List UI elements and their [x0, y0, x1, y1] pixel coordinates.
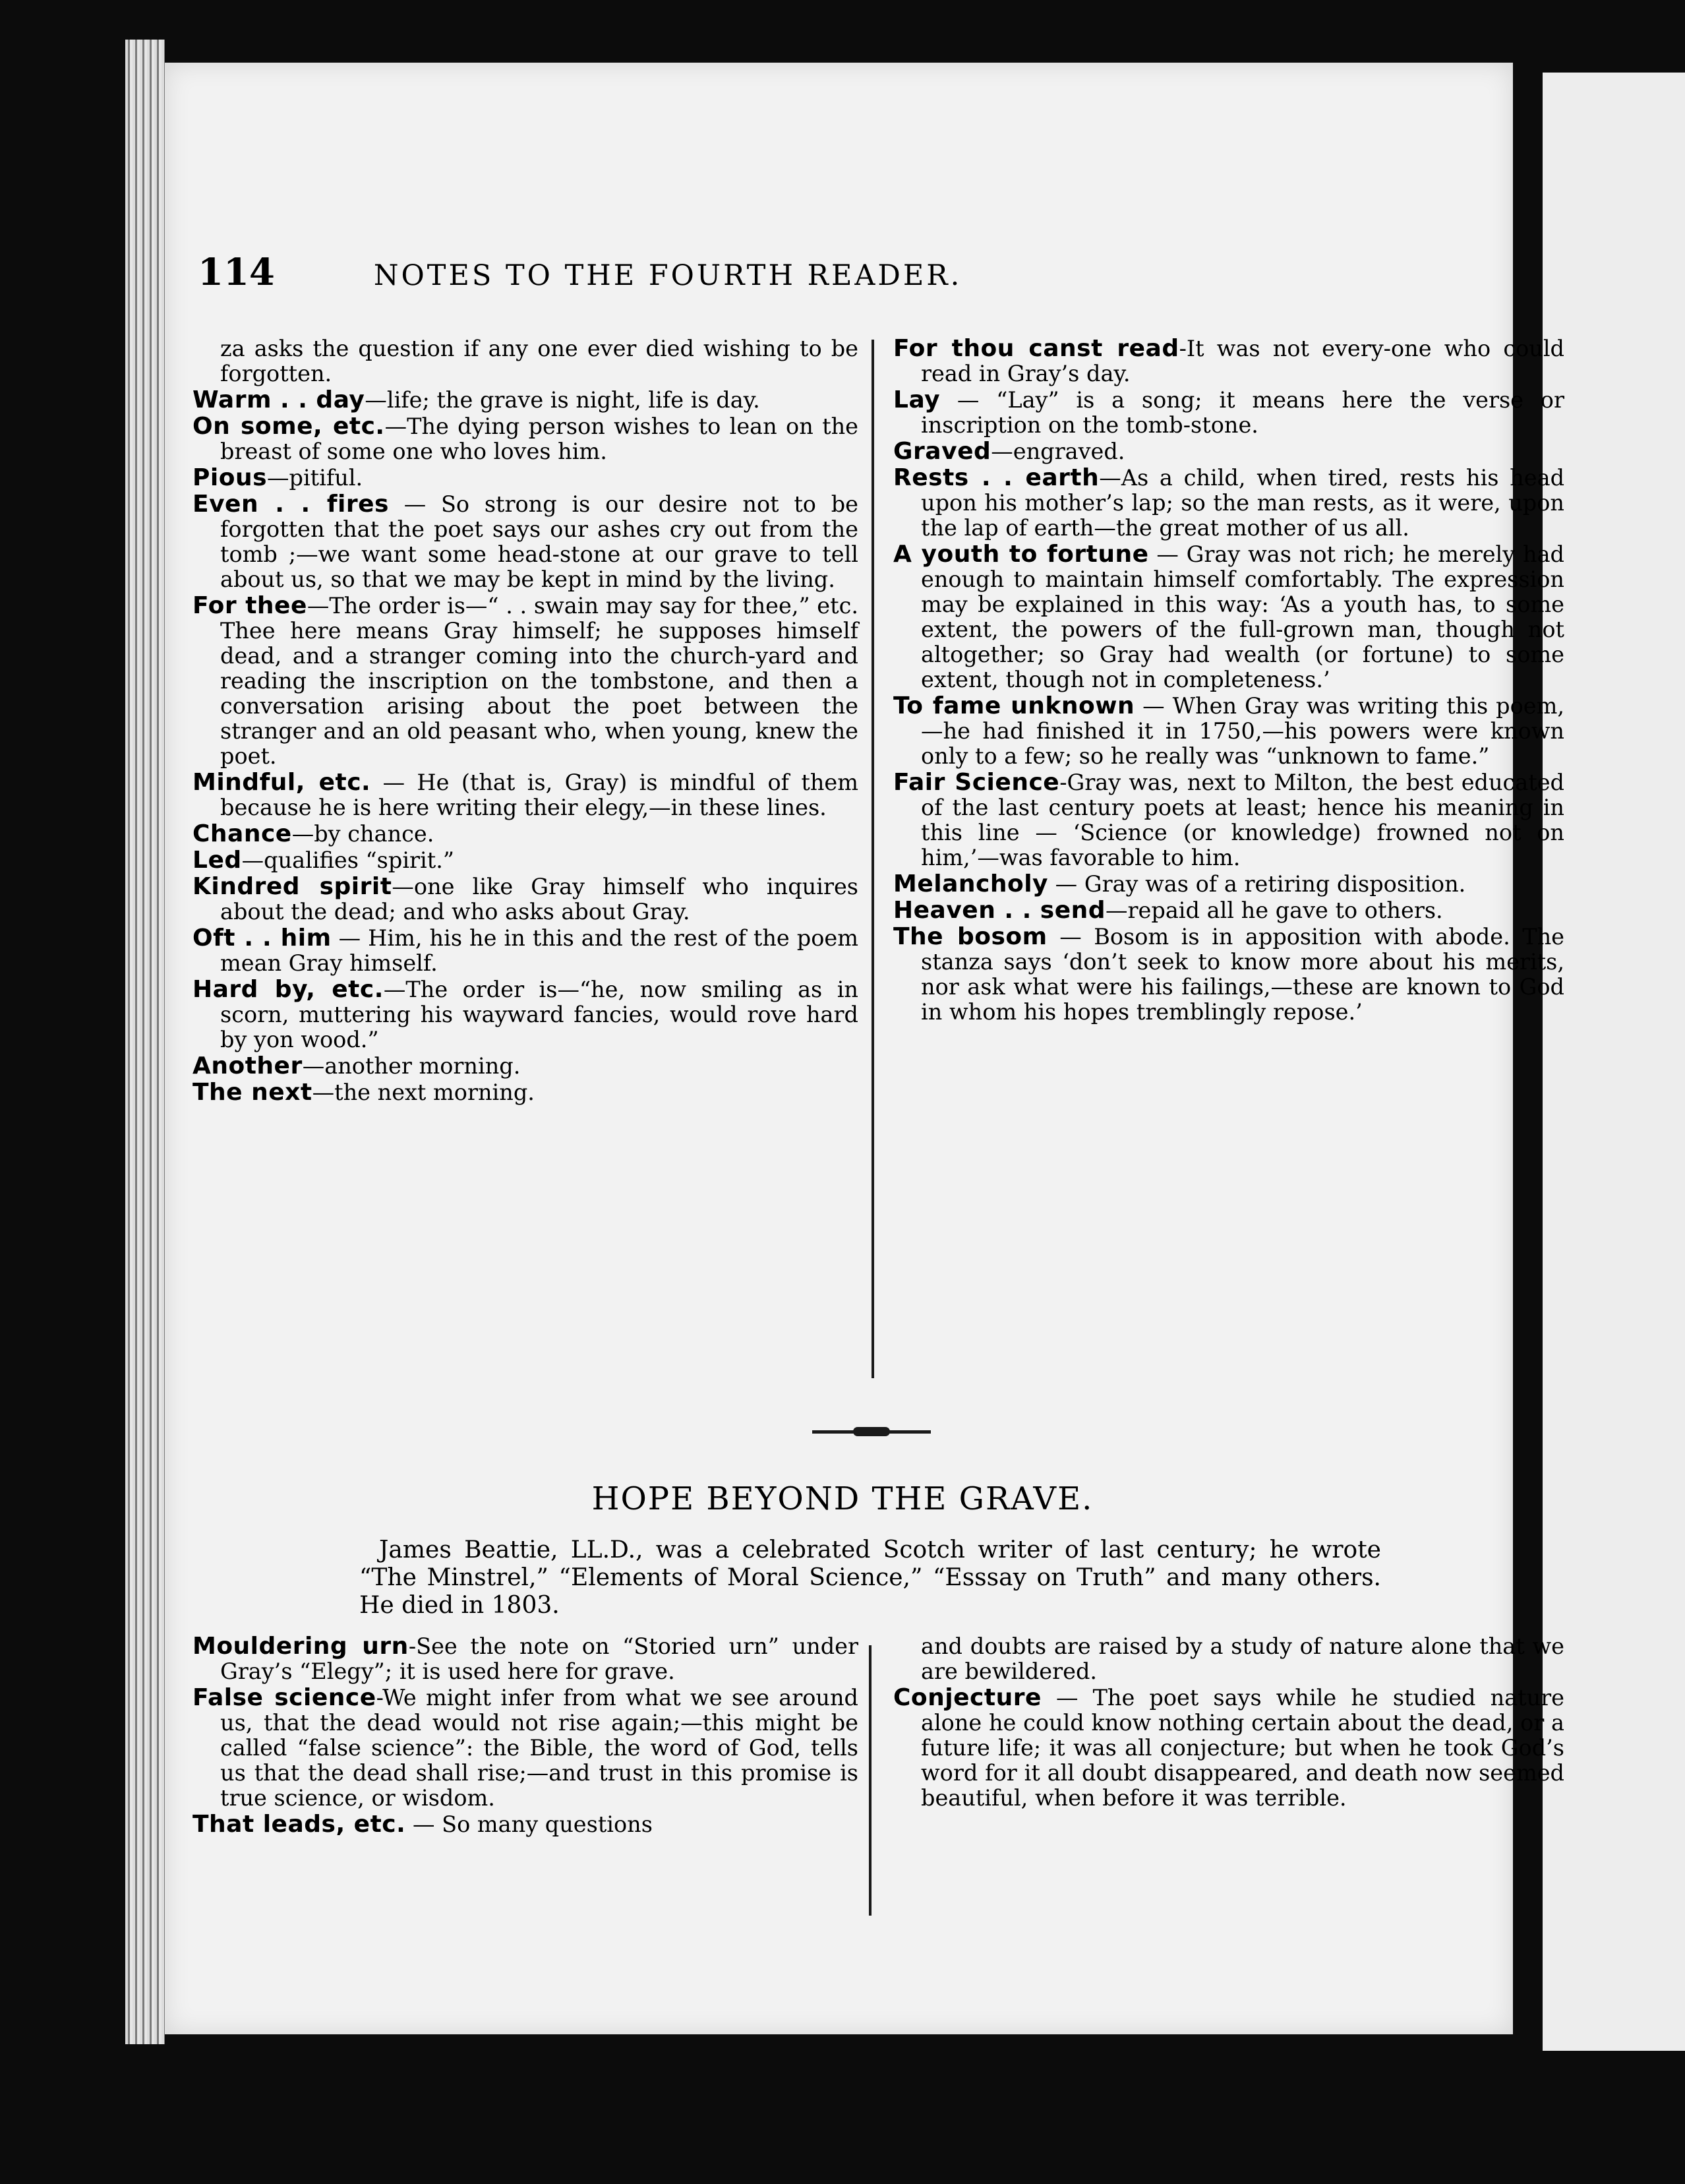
note-text: —engraved.	[991, 439, 1125, 464]
note-text: — He (that is, Gray) is mindful of them because he is here writing their elegy,—in these lines.	[220, 770, 859, 820]
note-entry	[192, 466, 858, 491]
page-header	[198, 251, 1200, 294]
note-text: — When Gray was writing this poem,—he had finished it in 1750,—his powers were known only to a few; so he really was “unknown to fame.”	[921, 693, 1564, 769]
note-text: -We might infer from what we see around us, that the dead would not rise again;—this might be called “false science”: the Bible, the word of God, tells us that the dead shall rise;—and trust in this promise is true science, or wisdom.	[220, 1685, 858, 1811]
note-term: Conjecture	[893, 1684, 1042, 1711]
note-entry	[893, 872, 1564, 897]
note-entry	[893, 466, 1564, 541]
note-term: That leads, etc.	[192, 1811, 406, 1838]
note-term: For thee	[192, 592, 307, 619]
note-text: —the next morning.	[312, 1079, 535, 1105]
note-entry	[893, 542, 1564, 692]
note-text: — Bosom is in apposition with abode. The stanza says ‘don’t seek to know more about his merits, nor ask what were his failings,—these are known to God in whom his hopes tremblingly repose.’	[921, 924, 1564, 1025]
note-entry	[192, 848, 858, 873]
note-text: —The dying person wishes to lean on the breast of some one who loves him.	[220, 413, 858, 464]
note-term: The next	[192, 1079, 312, 1106]
note-term: Heaven . . send	[893, 897, 1106, 924]
column-divider-lower	[869, 1645, 872, 1916]
note-entry	[192, 1634, 858, 1684]
note-entry	[893, 898, 1564, 923]
note-text: -It was not every-one who could read in Gray’s day.	[921, 336, 1564, 386]
note-term: Oft . . him	[192, 925, 332, 952]
note-entry	[893, 925, 1564, 1025]
note-term: Melancholy	[893, 870, 1049, 897]
note-text: za asks the question if any one ever died wishing to be forgotten.	[220, 336, 858, 386]
note-text: — The poet says while he studied nature alone he could know nothing certain about the dead, or a future life; it was all conjecture; but when he took God’s word for it all doubt disappeared, and death now seemed beautiful, when before it was terrible.	[921, 1685, 1564, 1811]
note-term: Warm . . day	[192, 386, 365, 413]
note-entry	[192, 1685, 858, 1811]
page-number: 114	[198, 251, 275, 294]
note-entry	[192, 770, 858, 820]
note-term: Even . . fires	[192, 491, 389, 518]
note-term: To fame unknown	[893, 692, 1135, 719]
section-intro: James Beattie, LL.D., was a celebrated Scotch writer of last century; he wrote “The Minstrel,” “Elements of Moral Science,” “Esssay on Truth” and many others. He died in 1803.	[359, 1536, 1381, 1619]
note-entry	[192, 822, 858, 847]
note-term: On some, etc.	[192, 413, 385, 440]
note-entry	[192, 926, 858, 976]
note-entry	[893, 439, 1564, 464]
note-text: — “Lay” is a song; it means here the verse or inscription on the tomb-stone.	[921, 387, 1564, 438]
note-text: —repaid all he gave to others.	[1106, 897, 1443, 923]
note-text: —another morning.	[302, 1053, 521, 1079]
note-text: and doubts are raised by a study of nature alone that we are bewildered.	[921, 1633, 1564, 1684]
note-term: Lay	[893, 386, 941, 413]
note-text: — Gray was not rich; he merely had enough to maintain himself comfortably. The expression may be explained in this way: ‘As a youth has, to some extent, the powers of the full-grown man, though not altogether; so Gray had wealth (or fortune) to some extent, though not in completeness.’	[921, 541, 1564, 692]
note-entry	[192, 1054, 858, 1079]
note-text: —The order is—“ . . swain may say for thee,” etc. Thee here means Gray himself; he supposes himself dead, and a stranger coming into the church-yard and reading the inscription on the tombstone, and then a conversation arising about the poet between the stranger and an old peasant who, when young, knew the poet.	[220, 593, 858, 769]
note-term: Rests . . earth	[893, 464, 1100, 491]
note-entry	[192, 874, 858, 925]
notes-column-left-lower	[192, 1634, 858, 1838]
note-entry	[192, 414, 858, 464]
note-entry	[893, 770, 1564, 870]
note-entry	[893, 336, 1564, 386]
note-text: —life; the grave is night, life is day.	[365, 387, 760, 413]
note-term: Fair Science	[893, 769, 1060, 796]
note-entry	[192, 492, 858, 592]
note-entry	[192, 1080, 858, 1105]
note-text: —The order is—“he, now smiling as in scorn, muttering his wayward fancies, would rove hard by yon wood.”	[220, 977, 858, 1052]
note-term: The bosom	[893, 923, 1048, 950]
note-text: —pitiful.	[267, 465, 363, 491]
note-term: For thou canst read	[893, 335, 1179, 362]
note-entry	[192, 336, 858, 386]
note-term: Mouldering urn	[192, 1633, 409, 1660]
note-entry	[893, 694, 1564, 769]
note-text: — So strong is our desire not to be forgotten that the poet says our ashes cry out from the tomb ;—we want some head-stone at our grave to tell about us, so that we may be kept in mind by the living.	[220, 491, 858, 592]
note-term: Led	[192, 847, 242, 874]
column-divider	[872, 340, 874, 1378]
note-entry	[893, 388, 1564, 438]
note-term: A youth to fortune	[893, 541, 1149, 568]
note-term: Graved	[893, 438, 991, 465]
note-text: —one like Gray himself who inquires about the dead; and who asks about Gray.	[220, 874, 858, 925]
note-entry	[192, 977, 858, 1052]
note-text: -Gray was, next to Milton, the best educated of the last century poets at least; hence his meaning in this line — ‘Science (or knowledge) frowned not on him,’—was favorable to him.	[921, 770, 1564, 870]
notes-column-left	[192, 336, 858, 1107]
note-text: —qualifies “spirit.”	[241, 847, 454, 873]
notes-column-right	[893, 336, 1564, 1026]
note-text: —As a child, when tired, rests his head upon his mother’s lap; so the man rests, as it were, upon the lap of earth—the great mother of us all.	[921, 465, 1565, 541]
note-text: — Gray was of a retiring disposition.	[1048, 871, 1466, 897]
note-entry	[893, 1685, 1564, 1811]
ornament-knob	[853, 1427, 890, 1436]
section-ornament	[812, 1427, 931, 1436]
note-term: Pious	[192, 464, 268, 491]
note-entry	[893, 1634, 1564, 1684]
note-text: —by chance.	[291, 821, 434, 847]
note-term: Chance	[192, 820, 292, 847]
section-heading: HOPE BEYOND THE GRAVE.	[591, 1480, 1094, 1517]
note-term: False science	[192, 1684, 376, 1711]
note-term: Hard by, etc.	[192, 976, 384, 1003]
note-text: — So many questions	[405, 1811, 653, 1837]
note-text: -See the note on “Storied urn” under Gray’s “Elegy”; it is used here for grave.	[220, 1633, 859, 1684]
note-term: Kindred spirit	[192, 873, 392, 900]
running-title: NOTES TO THE FOURTH READER.	[373, 259, 962, 292]
note-term: Mindful, etc.	[192, 769, 371, 796]
notes-column-right-lower	[893, 1634, 1564, 1812]
book-page-edges	[125, 40, 165, 2044]
note-entry	[192, 388, 858, 413]
note-text: — Him, his he in this and the rest of the poem mean Gray himself.	[220, 925, 858, 976]
note-entry	[192, 1812, 858, 1837]
note-term: Another	[192, 1052, 303, 1079]
note-entry	[192, 593, 858, 769]
